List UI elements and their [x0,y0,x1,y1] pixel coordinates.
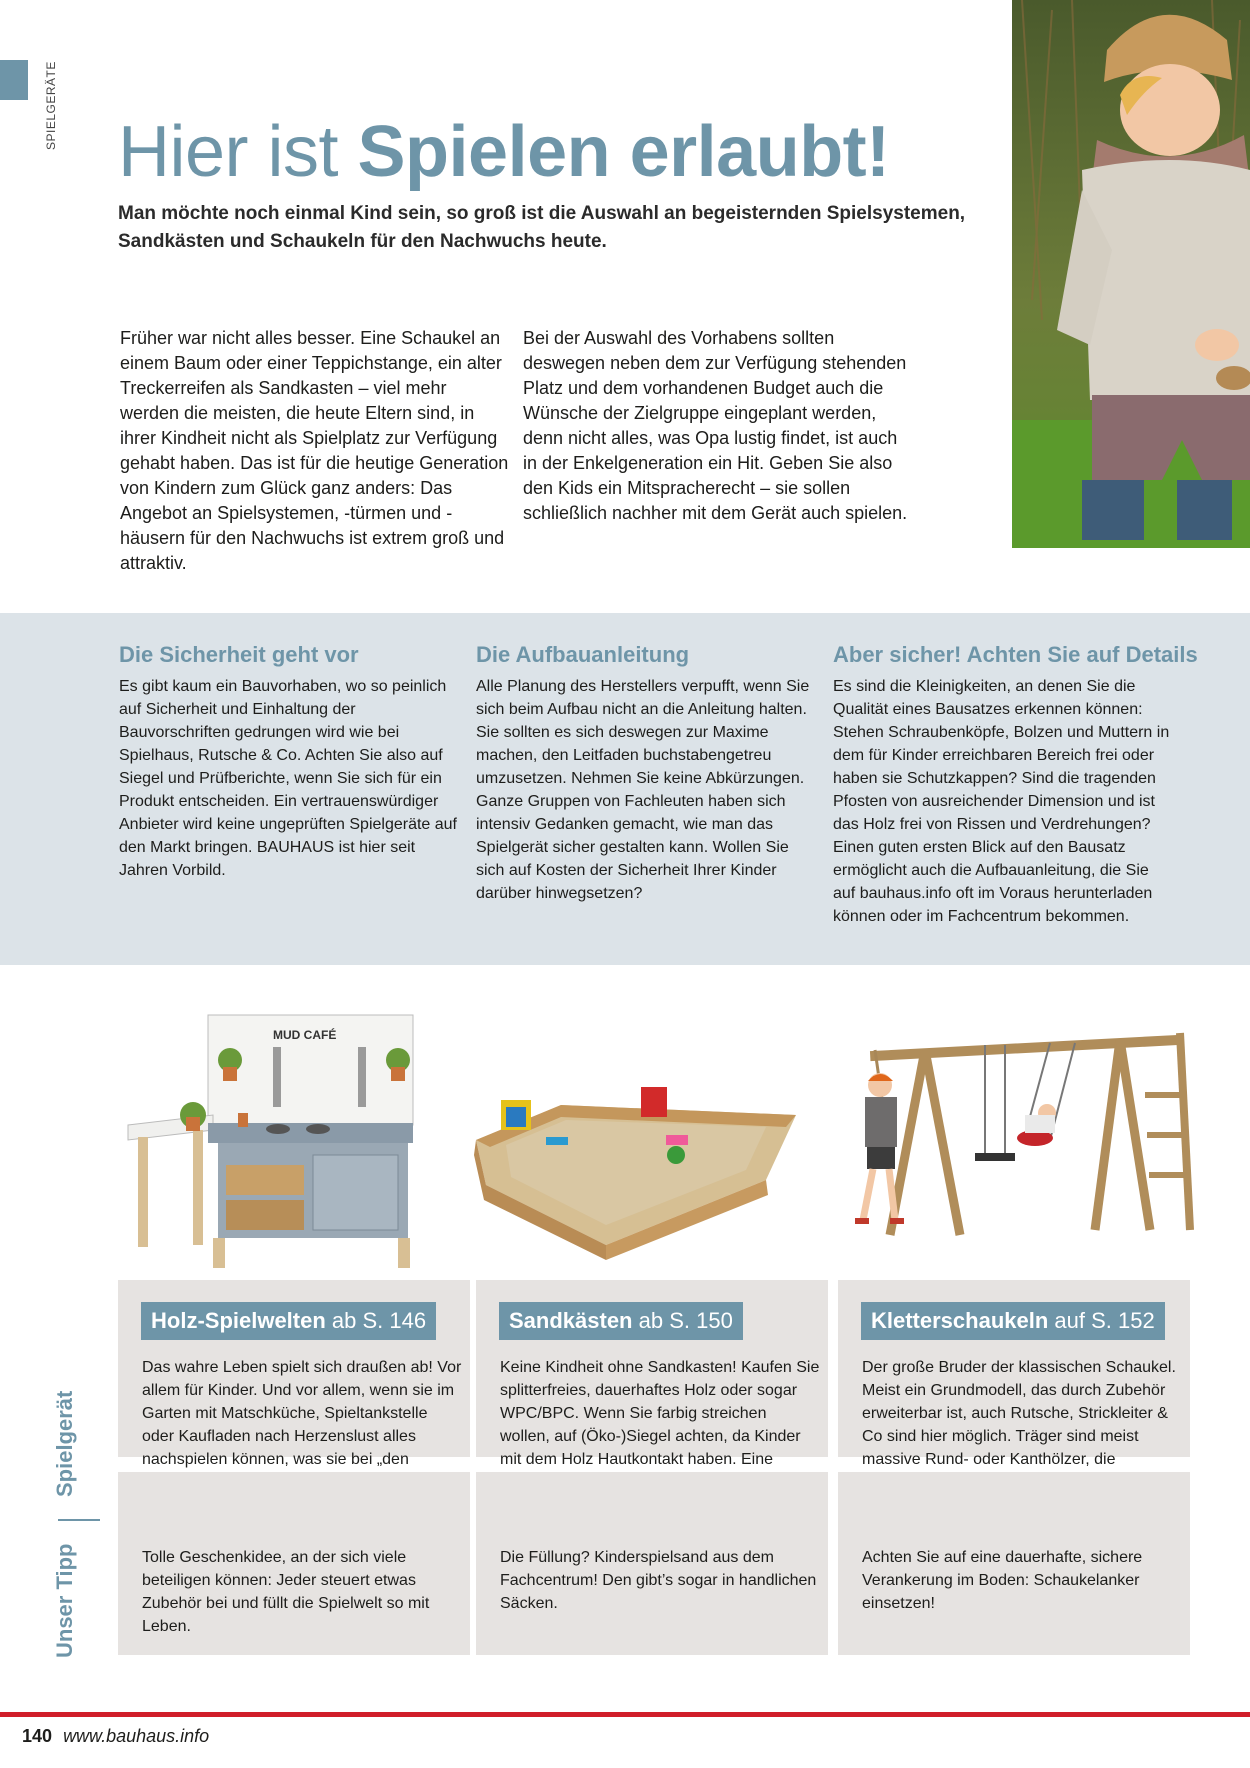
swing-set-image [835,1005,1215,1275]
product-card-play-worlds [118,1280,470,1468]
tip-card-climbing-swings [838,1472,1190,1655]
card-title-play-worlds: Holz-Spielwelten ab S. 146 [141,1302,436,1340]
section-label: SPIELGERÄTE [44,61,58,150]
card-title-sandboxes: Sandkästen ab S. 150 [499,1302,743,1340]
card-text-climbing-swings: Der große Bruder der klassischen Schaukel. Meist ein Grundmodell, das durch Zubehör erweiterbar ist, auch Rutsche, Strickleiter & Co sind hier möglich. Träger sind meist massive Rund- oder Kanthölzer, die [862,1359,1176,1468]
info-safety [119,641,459,882]
info-details-text: Es sind die Kleinigkeiten, an denen Sie die Qualität eines Bausatzes erkennen können: Stehen Schraubenköpfe, Bolzen und Muttern in dem für Kinder erreichbaren Bereich frei oder haben sie Schutzkappen? Sind die tragenden Pfosten von ausreichender Dimension und ist das Holz frei von Rissen und Verdrehungen? Einen guten ersten Blick auf den Bausatz ermöglicht auch die Aufbauanleitung, die Sie auf bauhaus.info oft im Voraus herunterladen können oder im Fachcentrum bekommen. [833,678,1170,925]
info-details-title: Aber sicher! Achten Sie auf Details [833,642,1198,667]
card-text-play-worlds: Das wahre Leben spielt sich draußen ab! Vor allem für Kinder. Und vor allem, wenn sie im Garten mit Matschküche, Spieltankstelle oder Kaufladen nach Herzenslust alles nachspielen können, was sie bei „den [142,1359,462,1468]
card-title-climbing-swings: Kletterschaukeln auf S. 152 [861,1302,1165,1340]
info-assembly-title: Die Aufbauanleitung [476,642,690,667]
sandbox-image [466,1005,808,1275]
mud-cafe-sign: MUD CAFÉ [273,1028,337,1042]
tip-card-sandboxes [476,1472,828,1655]
mud-kitchen-image [118,1005,428,1275]
footer [22,1726,209,1747]
section-tab-marker [0,60,28,100]
info-assembly [476,641,816,905]
row-label-product: Spielgerät [52,1390,77,1497]
page-headline: Hier ist Spielen erlaubt! [118,112,890,192]
page-number: 140 [22,1726,53,1746]
intro-paragraph-left: Früher war nicht alles besser. Eine Schaukel an einem Baum oder einer Teppichstange, ein alter Treckerreifen als Sandkasten – viel mehr werden die meisten, die heute Eltern sind, in ihrer Kindheit nicht als Spielplatz zur Verfügung gehabt haben. Das ist für die heutige Generation von Kindern zum Glück ganz anders: Das Angebot an Spielsystemen, -türmen und -häusern für den Nachwuchs ist extrem groß und attraktiv. [120,328,509,573]
product-card-climbing-swings [838,1280,1190,1468]
card-text-sandboxes: Keine Kindheit ohne Sandkasten! Kaufen Sie splitterfreies, dauerhaftes Holz oder sogar WPC/BPC. Wenn Sie farbig streichen wollen, auf (Öko-)Siegel achten, da Kinder mit dem Holz Hautkontakt haben. Eine [500,1359,820,1468]
row-label-tip: Unser Tipp [52,1543,77,1658]
info-safety-text: Es gibt kaum ein Bauvorhaben, wo so peinlich auf Sicherheit und Einhaltung der Bauvorschriften gedrungen wird wie bei Spielhaus, Rutsche & Co. Achten Sie also auf Siegel und Prüfberichte, wenn Sie sich für ein Produkt entscheiden. Ein vertrauenswürdiger Anbieter wird keine ungeprüften Spielgeräte auf den Markt bringen. BAUHAUS ist hier seit Jahren Vorbild. [119,678,457,879]
info-assembly-text: Alle Planung des Herstellers verpufft, wenn Sie sich beim Aufbau nicht an die Anleitung halten. Sie sollten es sich deswegen zur Maxime machen, den Leitfaden buchstabengetreu umzusetzen. Nehmen Sie keine Abkürzungen. Ganze Gruppen von Fachleuten haben sich intensiv Gedanken gemacht, wie man das Spielgerät sicher gestalten kann. Wollen Sie sich auf Kosten der Sicherheit Ihrer Kinder darüber hinwegsetzen? [476,678,810,902]
tip-card-play-worlds [118,1472,470,1655]
lead-paragraph: Man möchte noch einmal Kind sein, so groß ist die Auswahl an begeisternden Spielsystemen, Sandkästen und Schaukeln für den Nachwuchs heute. [118,203,966,252]
footer-line [0,1712,1250,1717]
footer-url[interactable]: www.bauhaus.info [63,1726,210,1746]
info-details [833,641,1198,928]
info-safety-title: Die Sicherheit geht vor [119,642,359,667]
row-divider [58,1519,100,1521]
child-photo [1012,0,1250,548]
product-card-sandboxes [476,1280,828,1468]
intro-paragraph-right: Bei der Auswahl des Vorhabens sollten deswegen neben dem zur Verfügung stehenden Platz und dem vorhandenen Budget auch die Wünsche der Zielgruppe eingeplant werden, denn nicht alles, was Opa lustig findet, ist auch in der Enkelgeneration ein Hit. Geben Sie also den Kids ein Mitspracherecht – sie sollen schließlich nachher mit dem Gerät auch spielen. [523,328,908,523]
tip-text-climbing-swings: Achten Sie auf eine dauerhafte, sichere Verankerung im Boden: Schaukelanker einsetzen! [862,1549,1143,1612]
tip-text-sandboxes: Die Füllung? Kinderspielsand aus dem Fachcentrum! Den gibt’s sogar in handlichen Säcken. [500,1549,817,1612]
tip-text-play-worlds: Tolle Geschenkidee, an der sich viele beteiligen können: Jeder steuert etwas Zubehör bei und füllt die Spielwelt so mit Leben. [142,1549,430,1635]
